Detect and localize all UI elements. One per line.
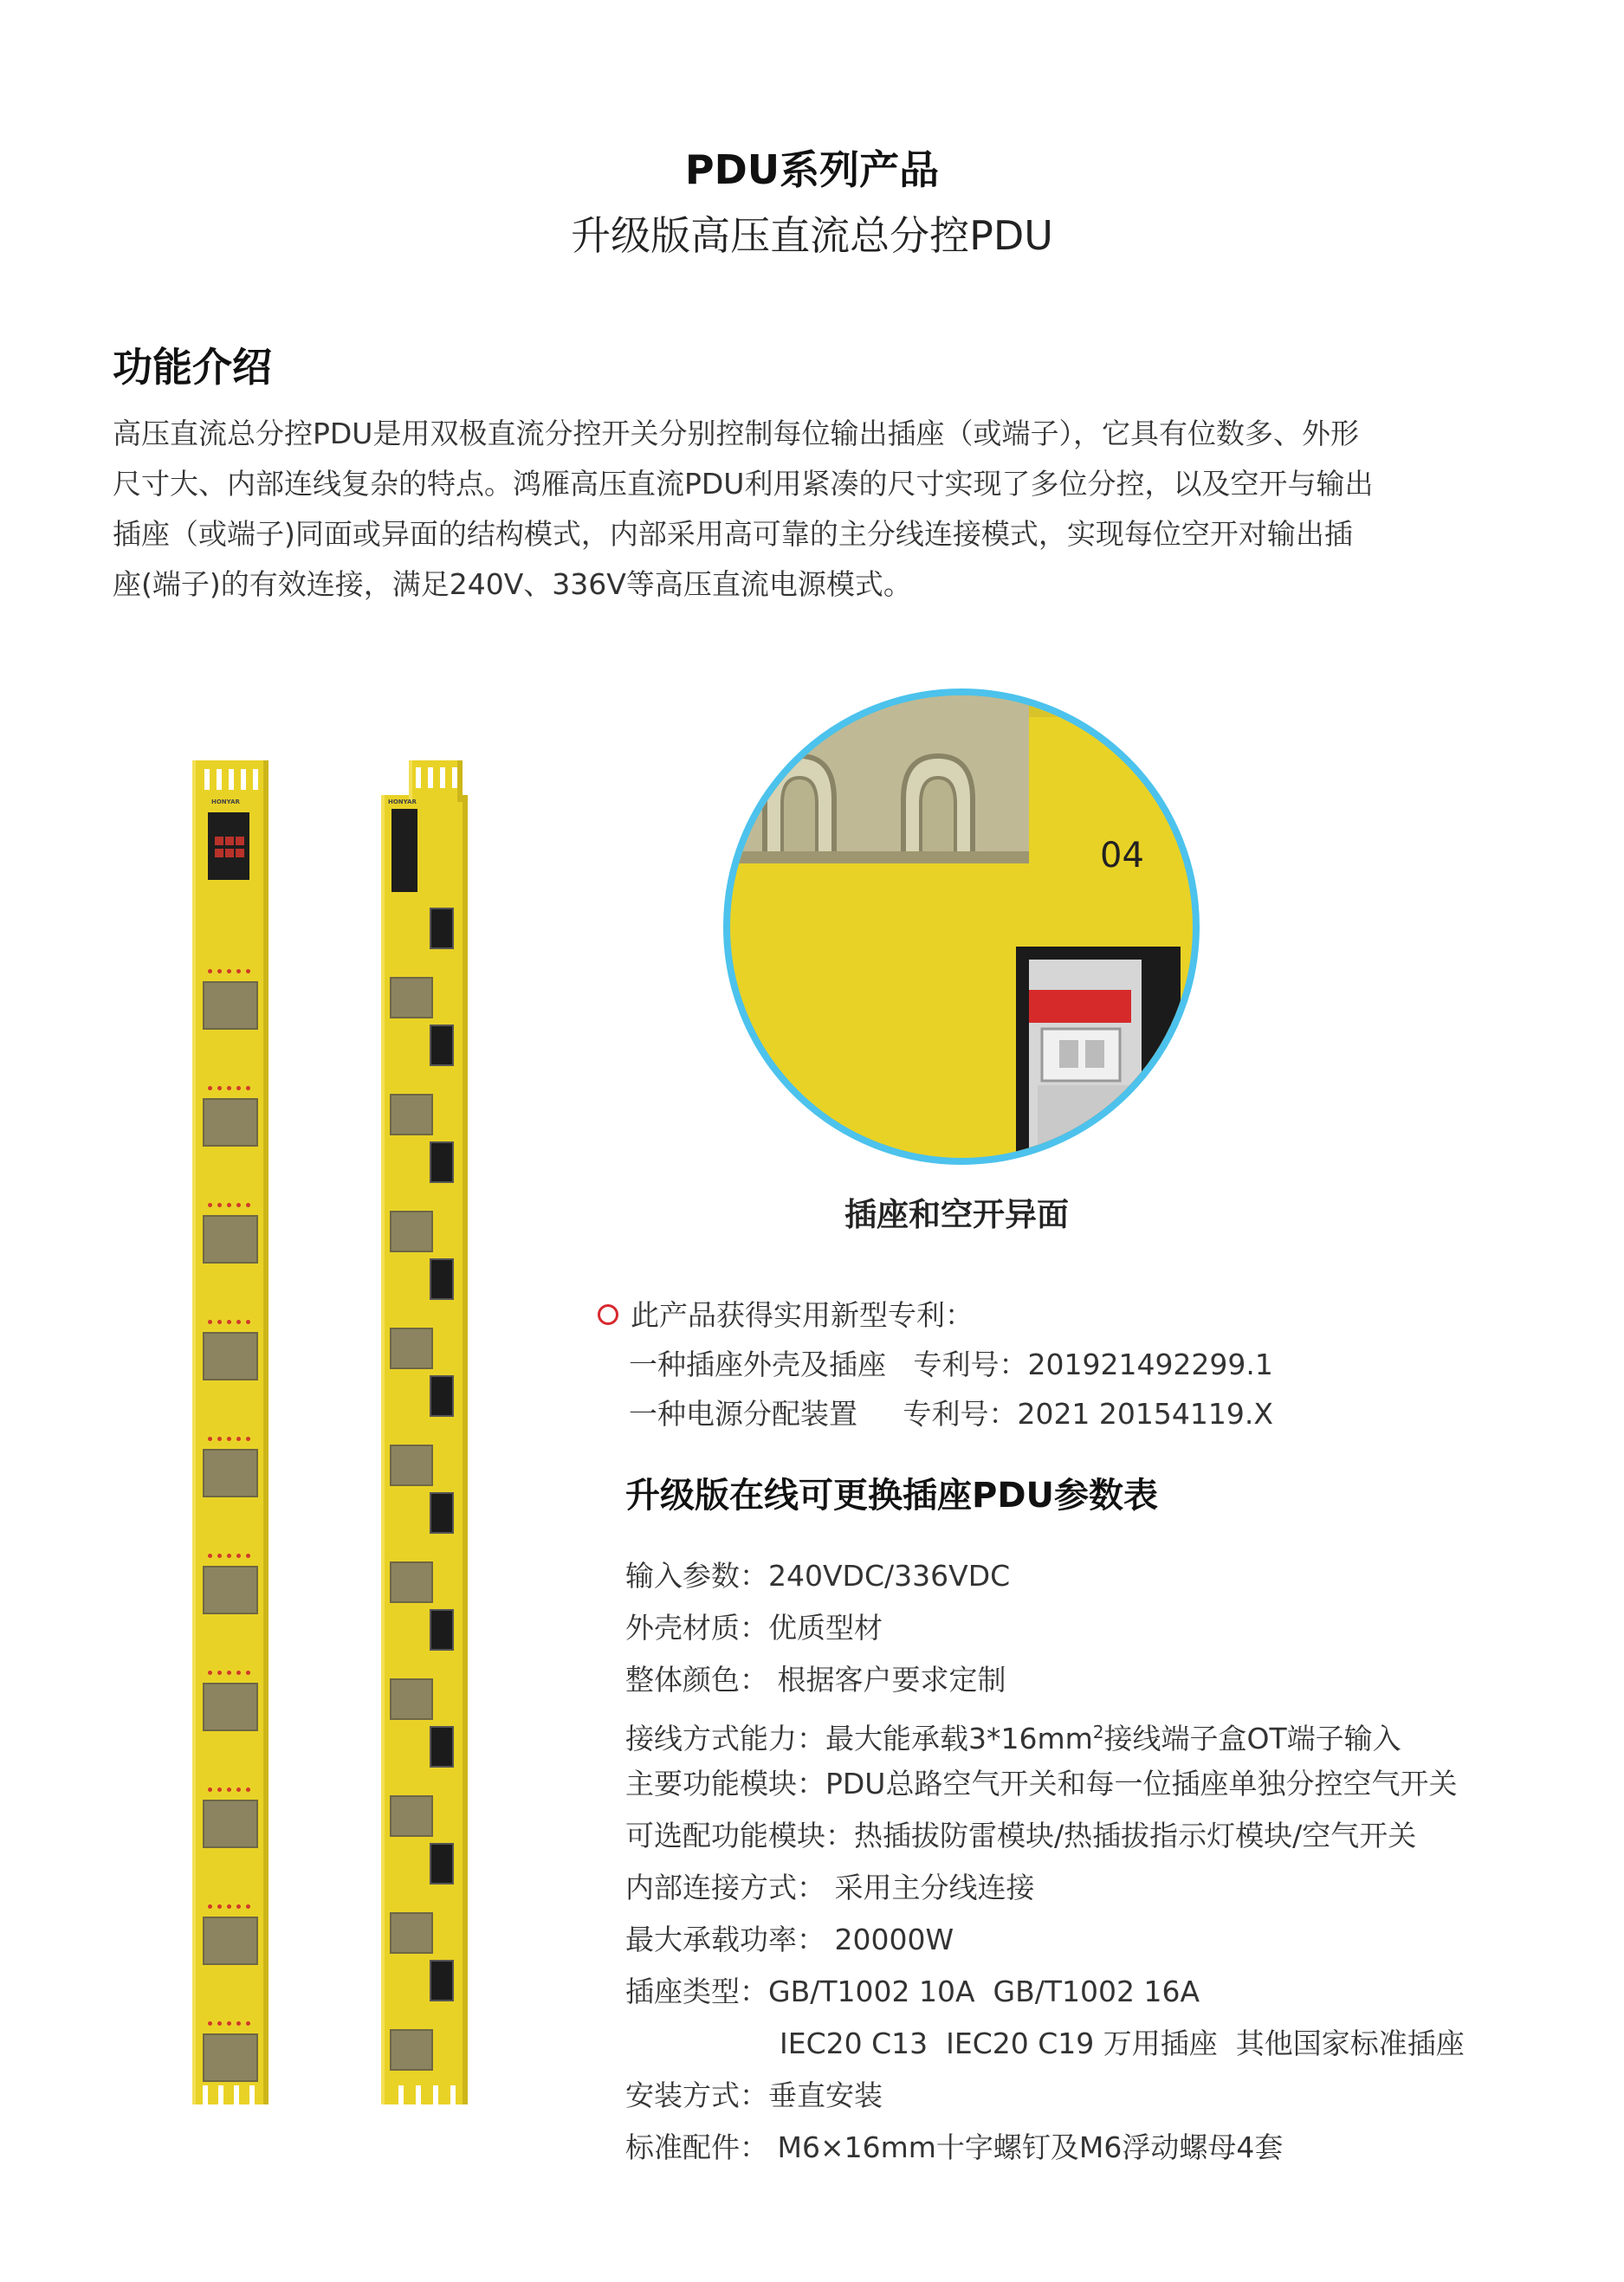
indicator-led	[246, 1787, 250, 1792]
intro-line: 高压直流总分控PDU是用双极直流分控开关分别控制每位输出插座（或端子），它具有位数多、外形	[113, 417, 1359, 450]
indicator-led	[217, 1437, 222, 1441]
breaker-switch	[430, 1960, 454, 2001]
outlet-socket	[203, 1332, 258, 1380]
indicator-led	[236, 1203, 241, 1207]
indicator-led	[246, 1086, 250, 1090]
param-row: 整体颜色： 根据客户要求定制	[625, 1663, 1006, 1697]
indicator-led	[217, 1904, 222, 1909]
outlet-socket	[203, 2033, 258, 2082]
indicator-led	[208, 1320, 212, 1324]
param-row: 可选配功能模块：热插拔防雷模块/热插拔指示灯模块/空气开关	[625, 1819, 1417, 1852]
param-row: 外壳材质：优质型材	[625, 1611, 883, 1645]
indicator-led	[208, 1203, 212, 1207]
indicator-led	[227, 1671, 231, 1675]
breaker-switch	[430, 1258, 454, 1300]
indicator-led	[246, 1437, 250, 1441]
page-subtitle: 升级版高压直流总分控PDU	[571, 212, 1053, 259]
outlet-socket	[203, 981, 258, 1030]
circle-bullet-icon	[598, 1304, 618, 1325]
pdu-product-image-left	[192, 760, 269, 2104]
indicator-led	[208, 1671, 212, 1675]
indicator-led	[208, 969, 212, 973]
patent-heading: 此产品获得实用新型专利：	[631, 1298, 974, 1332]
outlet-socket	[390, 1211, 433, 1252]
indicator-led	[236, 1320, 241, 1324]
breaker-switch	[430, 1726, 454, 1768]
indicator-led	[236, 1671, 241, 1675]
param-row: 标准配件： M6×16mm十字螺钉及M6浮动螺母4套	[625, 2130, 1284, 2164]
outlet-number-label: 04	[1100, 836, 1144, 876]
indicator-led	[217, 1787, 222, 1792]
section-heading: 功能介绍	[113, 344, 272, 391]
indicator-led	[217, 1086, 222, 1090]
indicator-led	[208, 1904, 212, 1909]
indicator-led	[208, 1437, 212, 1441]
outlet-socket	[203, 1098, 258, 1147]
indicator-led	[217, 1671, 222, 1675]
display-panel	[208, 812, 249, 880]
intro-paragraph	[113, 409, 1524, 610]
indicator-led	[246, 1671, 250, 1675]
pdu-product-image-right	[381, 760, 468, 2104]
indicator-led	[227, 2021, 231, 2026]
indicator-led	[246, 1904, 250, 1909]
outlet-socket	[390, 1445, 433, 1486]
outlet-socket	[203, 1566, 258, 1614]
breaker-switch	[430, 1843, 454, 1884]
page-title: PDU系列产品	[684, 146, 940, 193]
indicator-led	[227, 1320, 231, 1324]
outlet-socket	[390, 1094, 433, 1135]
outlet-socket	[390, 977, 433, 1018]
patent-block	[598, 1290, 1273, 1438]
params-list	[625, 1550, 1465, 2174]
brand-logo: HONYAR	[388, 798, 417, 805]
indicator-led	[217, 1554, 222, 1558]
indicator-led	[217, 2021, 222, 2026]
brand-logo: HONYAR	[211, 798, 240, 805]
indicator-led	[227, 1086, 231, 1090]
indicator-led	[246, 1554, 250, 1558]
param-row: 接线方式能力：最大能承载$3*16mm^2$接线端子盒OT端子输入	[625, 1722, 1401, 1755]
param-row: 插座类型：GB/T1002 10A GB/T1002 16A	[625, 1975, 1200, 2008]
outlet-socket	[203, 1800, 258, 1848]
pdu-bar-body	[192, 760, 269, 2104]
outlet-socket	[390, 2029, 433, 2071]
indicator-led	[246, 2021, 250, 2026]
zoom-detail-circle	[723, 688, 1200, 1165]
param-row: IEC20 C13 IEC20 C19 万用插座 其他国家标准插座	[780, 2027, 1465, 2060]
param-row: 最大承载功率： 20000W	[625, 1923, 954, 1956]
outlet-socket	[203, 1449, 258, 1497]
indicator-led	[236, 1437, 241, 1441]
indicator-led	[208, 2021, 212, 2026]
param-row: 内部连接方式： 采用主分线连接	[625, 1871, 1035, 1904]
indicator-led	[227, 1554, 231, 1558]
display-panel	[391, 809, 417, 892]
breaker-switch	[430, 1375, 454, 1417]
indicator-led	[227, 1203, 231, 1207]
indicator-led	[217, 1320, 222, 1324]
outlet-socket	[390, 1795, 433, 1837]
indicator-led	[246, 1203, 250, 1207]
indicator-led	[236, 969, 241, 973]
indicator-led	[227, 1437, 231, 1441]
breaker-switch	[430, 1609, 454, 1651]
indicator-led	[217, 1203, 222, 1207]
indicator-led	[227, 1904, 231, 1909]
zoom-detail-illustration	[730, 695, 1193, 1158]
param-row: 主要功能模块：PDU总路空气开关和每一位插座单独分控空气开关	[625, 1767, 1458, 1800]
indicator-led	[236, 1086, 241, 1090]
outlet-socket	[390, 1912, 433, 1954]
param-row: 安装方式：垂直安装	[625, 2078, 883, 2112]
breaker-switch	[430, 1492, 454, 1534]
indicator-led	[236, 1904, 241, 1909]
intro-line: 尺寸大、内部连线复杂的特点。鸿雁高压直流PDU利用紧凑的尺寸实现了多位分控，以及空开与输出	[113, 467, 1374, 501]
intro-line: 座(端子)的有效连接，满足240V、336V等高压直流电源模式。	[113, 567, 912, 601]
patent-item: 一种插座外壳及插座 专利号：201921492299.1	[629, 1348, 1273, 1381]
outlet-socket	[203, 1215, 258, 1264]
outlet-socket	[390, 1328, 433, 1369]
params-title: 升级版在线可更换插座PDU参数表	[625, 1476, 1158, 1516]
param-row: 输入参数：240VDC/336VDC	[625, 1559, 1011, 1593]
outlet-socket	[203, 1917, 258, 1965]
indicator-led	[246, 1320, 250, 1324]
zoom-caption: 插座和空开异面	[844, 1196, 1069, 1233]
patent-item: 一种电源分配装置 专利号：2021 20154119.X	[629, 1397, 1273, 1431]
intro-line: 插座（或端子)同面或异面的结构模式，内部采用高可靠的主分线连接模式，实现每位空开对输出插	[113, 517, 1353, 551]
indicator-led	[208, 1787, 212, 1792]
outlet-socket	[390, 1678, 433, 1720]
indicator-led	[208, 1086, 212, 1090]
indicator-led	[236, 2021, 241, 2026]
indicator-led	[208, 1554, 212, 1558]
indicator-led	[246, 969, 250, 973]
breaker-switch	[430, 1025, 454, 1066]
indicator-led	[217, 969, 222, 973]
indicator-led	[236, 1554, 241, 1558]
indicator-led	[227, 969, 231, 973]
breaker-switch	[430, 908, 454, 949]
outlet-socket	[203, 1683, 258, 1731]
indicator-led	[236, 1787, 241, 1792]
breaker-switch	[430, 1141, 454, 1183]
patent-heading-row	[598, 1290, 1273, 1340]
indicator-led	[227, 1787, 231, 1792]
outlet-socket	[390, 1561, 433, 1603]
